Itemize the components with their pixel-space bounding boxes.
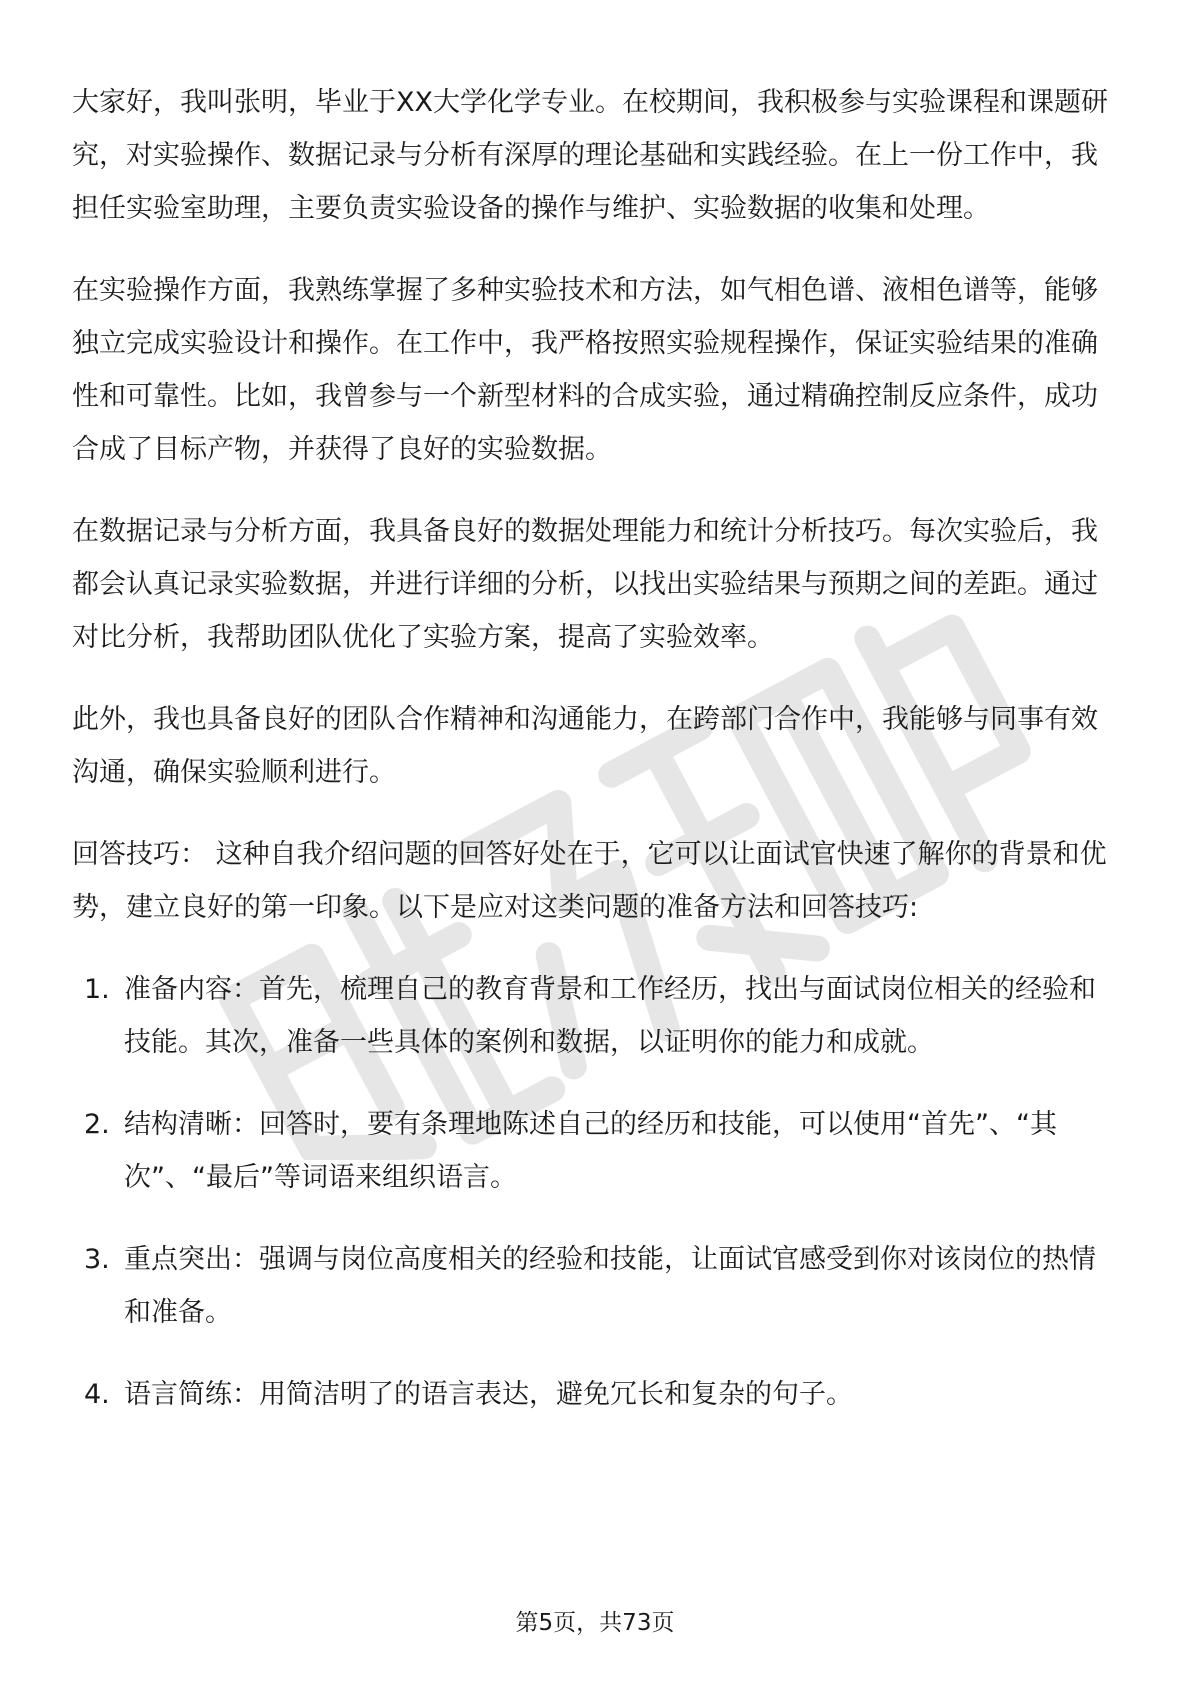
list-item	[72, 1098, 1122, 1204]
paragraph-teamwork: 此外，我也具备良好的团队合作精神和沟通能力，在跨部门合作中，我能够与同事有效沟通，确保实验顺利进行。	[72, 704, 1098, 788]
list-item	[72, 963, 1122, 1069]
paragraph-answer-tips: 回答技巧： 这种自我介绍问题的回答好处在于，它可以让面试官快速了解你的背景和优势，建立良好的第一印象。以下是应对这类问题的准备方法和回答技巧:	[72, 839, 1107, 923]
paragraph-experiment-operation: 在实验操作方面，我熟练掌握了多种实验技术和方法，如气相色谱、液相色谱等，能够独立完成实验设计和操作。在工作中，我严格按照实验规程操作，保证实验结果的准确性和可靠性。比如，我曾参与一个新型材料的合成实验，通过精确控制反应条件，成功合成了目标产物，并获得了良好的实验数据。	[72, 275, 1098, 465]
list-item	[72, 1233, 1122, 1339]
list-item-number: 3.	[84, 1244, 110, 1275]
list-item-text: 结构清晰：回答时，要有条理地陈述自己的经历和技能，可以使用“首先”、“其次”、“最后”等词语来组织语言。	[124, 1109, 1057, 1193]
list-item-number: 4.	[84, 1379, 110, 1410]
list-item	[72, 1368, 1122, 1421]
list-item-text: 重点突出：强调与岗位高度相关的经验和技能，让面试官感受到你对该岗位的热情和准备。	[124, 1244, 1096, 1328]
paragraph-data-analysis: 在数据记录与分析方面，我具备良好的数据处理能力和统计分析技巧。每次实验后，我都会认真记录实验数据，并进行详细的分析，以找出实验结果与预期之间的差距。通过对比分析，我帮助团队优化了实验方案，提高了实验效率。	[72, 516, 1098, 653]
tips-list	[72, 963, 1122, 1421]
main-content	[72, 76, 1122, 1450]
list-item-number: 2.	[84, 1109, 110, 1140]
list-item-text: 准备内容：首先，梳理自己的教育背景和工作经历，找出与面试岗位相关的经验和技能。其次，准备一些具体的案例和数据，以证明你的能力和成就。	[124, 974, 1096, 1058]
page-number-footer: 第5页，共73页	[515, 1610, 675, 1636]
list-item-number: 1.	[84, 974, 110, 1005]
paragraph-intro: 大家好，我叫张明，毕业于XX大学化学专业。在校期间，我积极参与实验课程和课题研究，对实验操作、数据记录与分析有深厚的理论基础和实践经验。在上一份工作中，我担任实验室助理，主要负责实验设备的操作与维护、实验数据的收集和处理。	[72, 87, 1108, 224]
list-item-text: 语言简练：用简洁明了的语言表达，避免冗长和复杂的句子。	[124, 1379, 853, 1410]
